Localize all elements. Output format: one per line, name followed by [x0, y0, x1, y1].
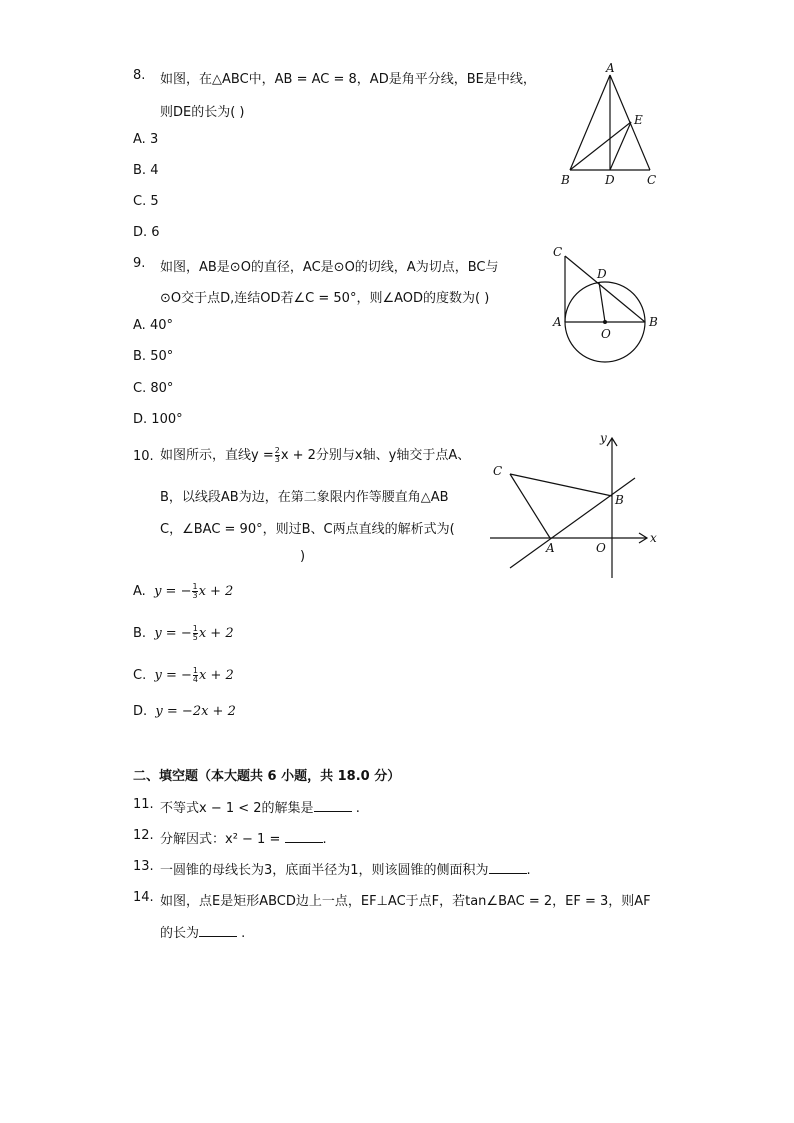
- q13-text-post: .: [526, 863, 531, 878]
- option-fraction: [193, 667, 198, 684]
- option-label: C.: [133, 668, 147, 683]
- q12-number: 12.: [133, 828, 154, 843]
- option-value: 6: [151, 225, 160, 240]
- q8-option-c[interactable]: [133, 194, 159, 209]
- q10-text-line1: [160, 443, 470, 469]
- q10-option-a[interactable]: [133, 579, 233, 605]
- q10-label-a: A: [546, 541, 555, 555]
- q8-option-b[interactable]: [133, 163, 158, 178]
- q8-text-line2: 则DE的长为( ): [160, 105, 245, 120]
- q9-text-line2: ⊙O交于点D,连结OD若∠C = 50°，则∠AOD的度数为( ): [160, 291, 490, 306]
- q9-number: 9.: [133, 256, 146, 271]
- option-value: 100°: [151, 412, 183, 427]
- option-value: 80°: [150, 381, 174, 396]
- q10-label-c: C: [493, 464, 503, 478]
- option-label: B.: [133, 626, 147, 641]
- q10-text-post: x + 2分别与x轴、y轴交于点A、: [280, 448, 471, 463]
- q9-circle-figure: [545, 240, 670, 370]
- option-value: 3: [149, 132, 159, 147]
- q8-option-a[interactable]: [133, 132, 158, 147]
- option-fraction: [193, 625, 198, 642]
- option-pre: y = −: [154, 626, 192, 641]
- fraction-denominator: 3: [274, 455, 280, 464]
- q10-label-x: x: [650, 531, 657, 545]
- q10-option-d[interactable]: [133, 704, 236, 719]
- q8-label-a: A: [606, 61, 615, 75]
- q10-coordinate-figure: [485, 428, 665, 583]
- q10-text-line2: B，以线段AB为边，在第二象限内作等腰直角△AB: [160, 490, 449, 505]
- q14-number: 14.: [133, 890, 154, 905]
- option-fraction: [192, 583, 197, 600]
- q9-option-b[interactable]: [133, 349, 173, 364]
- q11-text-pre: 不等式x − 1 < 2的解集是: [160, 801, 314, 816]
- option-label: A.: [133, 584, 146, 599]
- option-label: B.: [133, 349, 147, 364]
- q8-label-e: E: [634, 113, 643, 127]
- option-value: 5: [150, 194, 159, 209]
- q8-text-line1: 如图，在△ABC中，AB = AC = 8，AD是角平分线，BE是中线，: [160, 72, 536, 87]
- option-post: x + 2: [198, 668, 234, 683]
- q10-text-pre: 如图所示，直线y =: [160, 448, 274, 463]
- option-label: A.: [133, 318, 146, 333]
- q8-triangle-figure: [555, 60, 670, 190]
- q12-text-post: .: [322, 832, 327, 847]
- option-post: x + 2: [198, 584, 234, 599]
- section-title: 二、填空题（本大题共 6 小题，共 18.0 分）: [133, 769, 401, 784]
- option-pre: y = −: [154, 584, 192, 599]
- option-label: D.: [133, 704, 148, 719]
- q9-label-a: A: [553, 315, 562, 329]
- q11-text: [160, 797, 360, 816]
- option-label: B.: [133, 163, 147, 178]
- option-value: 50°: [150, 349, 174, 364]
- q14-answer-blank[interactable]: [199, 924, 237, 937]
- q10-label-b: B: [615, 493, 624, 507]
- option-pre: y = −: [154, 668, 192, 683]
- q11-text-post: .: [351, 801, 360, 816]
- q11-number: 11.: [133, 797, 154, 812]
- q12-text-pre: 分解因式：x² − 1 =: [160, 832, 281, 847]
- q8-label-d: D: [605, 173, 615, 187]
- q13-number: 13.: [133, 859, 154, 874]
- q12-answer-blank[interactable]: [285, 830, 323, 843]
- fraction-numerator: 1: [192, 624, 198, 633]
- q10-text-line3: C，∠BAC = 90°，则过B、C两点直线的解析式为(: [160, 522, 455, 537]
- option-label: D.: [133, 225, 148, 240]
- q8-option-d[interactable]: [133, 225, 160, 240]
- q8-label-b: B: [561, 173, 570, 187]
- q9-option-a[interactable]: [133, 318, 173, 333]
- fraction-denominator: 4: [192, 675, 198, 684]
- q13-answer-blank[interactable]: [489, 861, 527, 874]
- fraction-numerator: 1: [192, 582, 198, 591]
- q9-option-d[interactable]: [133, 412, 183, 427]
- q14-text-post: .: [237, 926, 246, 941]
- q8-label-c: C: [647, 173, 657, 187]
- q9-label-c: C: [553, 245, 563, 259]
- fraction-denominator: 3: [192, 591, 198, 600]
- q13-text-pre: 一圆锥的母线长为3，底面半径为1，则该圆锥的侧面积为: [160, 863, 489, 878]
- q10-option-c[interactable]: [133, 663, 234, 689]
- q10-text-line4: ): [300, 549, 306, 564]
- q13-text: [160, 859, 531, 878]
- option-label: C.: [133, 194, 147, 209]
- q10-option-b[interactable]: [133, 621, 234, 647]
- q10-number: 10.: [133, 449, 154, 464]
- option-label: A.: [133, 132, 146, 147]
- q9-text-line1: 如图，AB是⊙O的直径，AC是⊙O的切线，A为切点，BC与: [160, 260, 499, 275]
- q9-label-b: B: [649, 315, 658, 329]
- option-value: 40°: [149, 318, 173, 333]
- q9-label-o: O: [601, 327, 611, 341]
- fraction-denominator: 5: [192, 633, 198, 642]
- q11-answer-blank[interactable]: [314, 799, 352, 812]
- q10-fraction: [275, 447, 280, 464]
- option-value: 4: [150, 163, 159, 178]
- option-post: x + 2: [198, 626, 234, 641]
- q12-text: [160, 828, 327, 847]
- q8-number: 8.: [133, 68, 146, 83]
- option-label: C.: [133, 381, 147, 396]
- option-label: D.: [133, 412, 148, 427]
- q14-text-pre: 的长为: [160, 926, 200, 941]
- fraction-numerator: 1: [192, 666, 198, 675]
- q10-label-y: y: [600, 431, 607, 445]
- q14-text-line2: [160, 922, 245, 941]
- option-pre: y = −2x + 2: [155, 704, 236, 719]
- q14-text-line1: 如图，点E是矩形ABCD边上一点，EF⊥AC于点F，若tan∠BAC = 2，EF = 3，则AF: [160, 894, 651, 909]
- q10-label-o: O: [596, 541, 606, 555]
- fraction-numerator: 2: [274, 446, 280, 455]
- q9-label-d: D: [597, 267, 607, 281]
- q9-option-c[interactable]: [133, 381, 173, 396]
